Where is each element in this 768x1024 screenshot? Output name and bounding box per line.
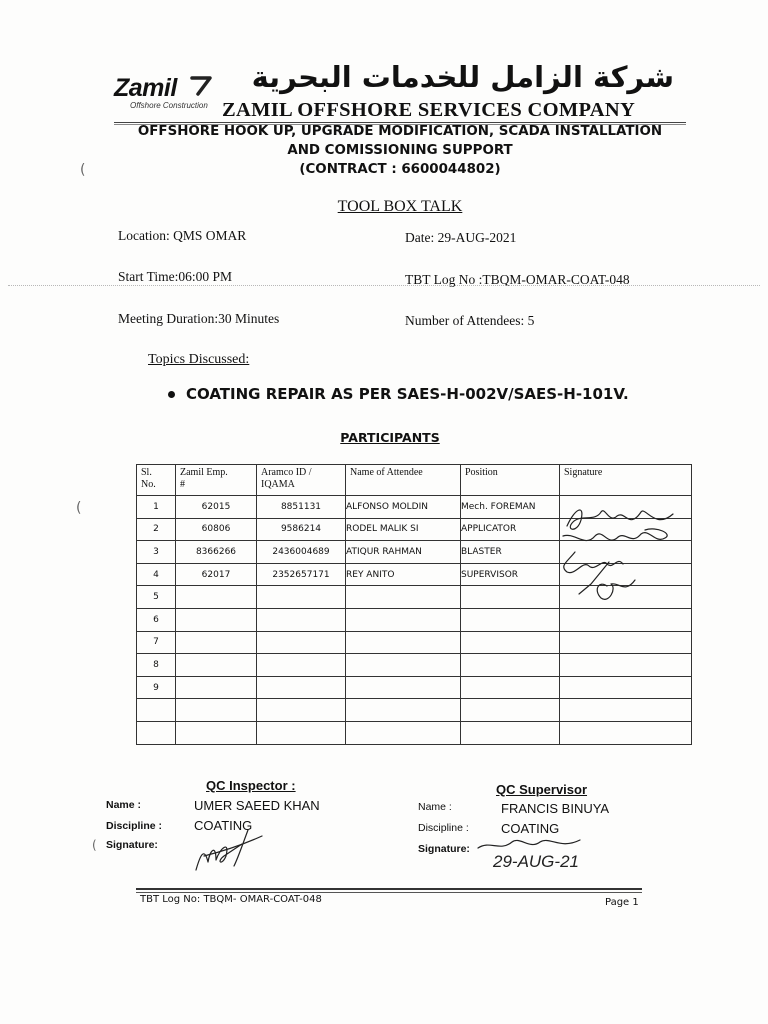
inspector-name: UMER SAEED KHAN (194, 798, 320, 813)
cell-attendee-name: REY ANITO (346, 563, 461, 586)
cell-signature (560, 699, 692, 722)
cell-attendee-name (346, 586, 461, 609)
cell-sl-no: 1 (137, 496, 176, 519)
topic-item: COATING REPAIR AS PER SAES-H-002V/SAES-H-101V. (186, 385, 629, 403)
company-name: ZAMIL OFFSHORE SERVICES COMPANY (222, 99, 636, 121)
supervisor-name: FRANCIS BINUYA (501, 801, 610, 816)
header-position (461, 465, 560, 496)
project-line-2: AND COMISSIONING SUPPORT (287, 143, 513, 158)
logo-tagline: Offshore Construction (130, 101, 208, 110)
attendee-count-field: Number of Attendees: 5 (405, 313, 535, 328)
header-signature (560, 465, 692, 496)
cell-sl-no: 3 (137, 541, 176, 564)
cell-zamil-emp (176, 699, 257, 722)
cell-zamil-emp (176, 608, 257, 631)
cell-sl-no: 7 (137, 631, 176, 654)
scan-punch-mark-3: ( (92, 838, 97, 852)
footer-log-number: TBT Log No: TBQM- OMAR-COAT-048 (140, 894, 322, 905)
supervisor-signature-date: 29-AUG-21 (493, 852, 579, 871)
cell-aramco-id (257, 676, 346, 699)
cell-sl-no (137, 699, 176, 722)
scan-punch-mark-2: ( (76, 500, 82, 516)
supervisor-signature-label: Signature: (418, 843, 470, 855)
header-text: No. (141, 479, 156, 490)
table-row (137, 699, 692, 722)
cell-position (461, 631, 560, 654)
cell-sl-no: 5 (137, 586, 176, 609)
cell-position (461, 721, 560, 744)
cell-attendee-name: ATIQUR RAHMAN (346, 541, 461, 564)
cell-aramco-id (257, 699, 346, 722)
cell-signature (560, 654, 692, 677)
header-text: Position (465, 467, 498, 478)
cell-sl-no: 4 (137, 563, 176, 586)
header-text: IQAMA (261, 479, 295, 490)
table-row (137, 631, 692, 654)
cell-position: SUPERVISOR (461, 563, 560, 586)
cell-attendee-name (346, 608, 461, 631)
cell-attendee-name (346, 699, 461, 722)
cell-zamil-emp: 62017 (176, 563, 257, 586)
contract-number: (CONTRACT : 6600044802) (299, 162, 501, 177)
inspector-discipline-label: Discipline : (106, 820, 163, 832)
scan-punch-mark: ( (80, 162, 86, 178)
footer-page-number: Page 1 (605, 897, 639, 908)
cell-position: APPLICATOR (461, 518, 560, 541)
project-line-1: OFFSHORE HOOK UP, UPGRADE MODIFICATION, SCADA INSTALLATION (137, 124, 663, 139)
table-row (137, 654, 692, 677)
cell-aramco-id: 8851131 (257, 496, 346, 519)
header-sl-no (137, 465, 176, 496)
document-title: TOOL BOX TALK (337, 198, 463, 215)
header-zamil-emp (176, 465, 257, 496)
cell-zamil-emp: 60806 (176, 518, 257, 541)
header-text: Zamil Emp. (180, 467, 228, 478)
location-field: Location: QMS OMAR (118, 228, 247, 243)
topics-label: Topics Discussed: (148, 352, 250, 367)
cell-zamil-emp (176, 586, 257, 609)
scan-artifact-line (8, 285, 760, 286)
cell-position (461, 676, 560, 699)
log-number-field: TBT Log No :TBQM-OMAR-COAT-048 (405, 272, 630, 287)
inspector-signature-label: Signature: (106, 839, 158, 851)
supervisor-name-label: Name : (418, 801, 452, 813)
cell-zamil-emp (176, 654, 257, 677)
cell-position (461, 608, 560, 631)
cell-sl-no: 8 (137, 654, 176, 677)
cell-aramco-id: 2352657171 (257, 563, 346, 586)
footer-rule-thin (136, 892, 642, 893)
header-rule (114, 122, 686, 123)
cell-signature (560, 631, 692, 654)
table-header-row (137, 465, 692, 496)
duration-field: Meeting Duration:30 Minutes (118, 311, 280, 326)
cell-position: BLASTER (461, 541, 560, 564)
start-time-field: Start Time:06:00 PM (118, 269, 233, 284)
company-name-arabic: شركة الزامل للخدمات البحرية (251, 60, 674, 94)
cell-aramco-id: 2436004689 (257, 541, 346, 564)
cell-aramco-id (257, 654, 346, 677)
header-text: Aramco ID / (261, 467, 312, 478)
cell-zamil-emp (176, 676, 257, 699)
cell-position (461, 699, 560, 722)
supervisor-discipline-label: Discipline : (418, 822, 469, 834)
cell-position (461, 654, 560, 677)
header-text: Sl. (141, 467, 152, 478)
table-row (137, 721, 692, 744)
supervisor-signature-handwriting (470, 834, 590, 854)
participants-title: PARTICIPANTS (340, 430, 440, 445)
cell-zamil-emp: 62015 (176, 496, 257, 519)
cell-signature (560, 608, 692, 631)
header-text: # (180, 479, 185, 490)
inspector-signature-handwriting (190, 826, 270, 876)
cell-signature (560, 721, 692, 744)
cell-sl-no (137, 721, 176, 744)
attendee-signatures-handwriting (545, 500, 695, 610)
cell-attendee-name (346, 721, 461, 744)
cell-position: Mech. FOREMAN (461, 496, 560, 519)
cell-attendee-name (346, 631, 461, 654)
inspector-discipline: COATING (194, 818, 253, 833)
cell-aramco-id (257, 586, 346, 609)
cell-sl-no: 6 (137, 608, 176, 631)
cell-zamil-emp (176, 631, 257, 654)
cell-zamil-emp (176, 721, 257, 744)
supervisor-discipline: COATING (501, 821, 560, 836)
cell-sl-no: 2 (137, 518, 176, 541)
cell-attendee-name: RODEL MALIK SI (346, 518, 461, 541)
header-text: Name of Attendee (350, 467, 423, 478)
cell-aramco-id (257, 721, 346, 744)
header-aramco-id (257, 465, 346, 496)
cell-aramco-id (257, 608, 346, 631)
cell-attendee-name (346, 654, 461, 677)
cell-attendee-name (346, 676, 461, 699)
table-row (137, 676, 692, 699)
cell-aramco-id (257, 631, 346, 654)
cell-aramco-id: 9586214 (257, 518, 346, 541)
header-text: Signature (564, 467, 603, 478)
table-row (137, 608, 692, 631)
zamil-logo-mark-icon (190, 76, 212, 96)
qc-supervisor-heading: QC Supervisor (496, 782, 588, 797)
cell-attendee-name: ALFONSO MOLDIN (346, 496, 461, 519)
cell-zamil-emp: 8366266 (176, 541, 257, 564)
zamil-logo: Zamil (114, 74, 177, 102)
header-attendee-name (346, 465, 461, 496)
inspector-name-label: Name : (106, 799, 142, 811)
cell-signature (560, 676, 692, 699)
bullet-icon (168, 391, 175, 398)
date-field: Date: 29-AUG-2021 (405, 230, 517, 245)
cell-sl-no: 9 (137, 676, 176, 699)
qc-inspector-heading: QC Inspector : (206, 778, 296, 793)
footer-rule (136, 888, 642, 890)
